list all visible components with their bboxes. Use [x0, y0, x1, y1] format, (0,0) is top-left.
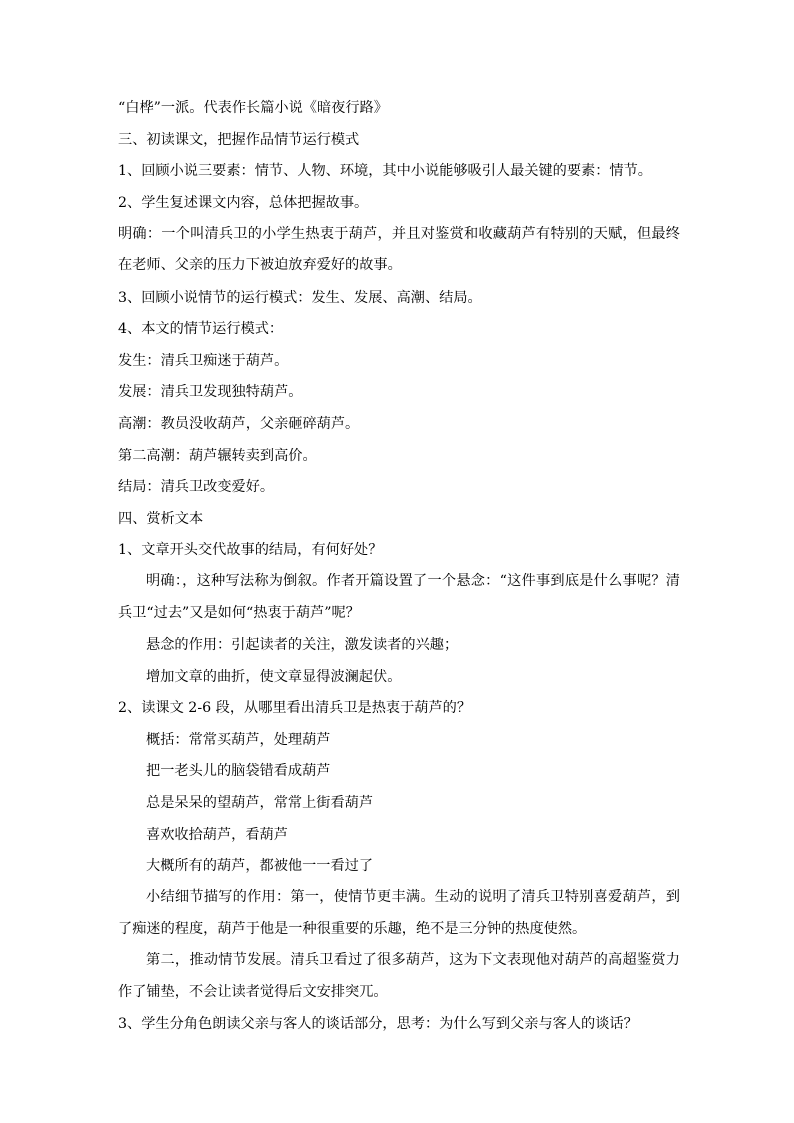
document-body — [118, 98, 680, 1034]
text-line: “白桦”一派。代表作长篇小说《暗夜行路》 — [118, 100, 388, 116]
text-line: 3、学生分角色朗读父亲与客人的谈话部分，思考：为什么写到父亲与客人的谈话？ — [118, 1016, 638, 1033]
text-line: 把一老头儿的脑袋错看成葫芦 — [146, 763, 331, 780]
text-line: 悬念的作用：引起读者的关注，激发读者的兴趣； — [146, 637, 459, 654]
text-line: 概括：常常买葫芦，处理葫芦 — [146, 731, 331, 748]
text-line: 1、文章开头交代故事的结局，有何好处？ — [118, 542, 383, 559]
text-line: 结局：清兵卫改变爱好。 — [118, 479, 275, 496]
paragraph: 明确：一个叫清兵卫的小学生热衷于葫芦，并且对鉴赏和收藏葫芦有特别的天赋，但最终在老师、父亲的压力下被迫放弃爱好的故事。 — [118, 225, 680, 274]
paragraph: 第二，推动情节发展。清兵卫看过了很多葫芦，这为下文表现他对葫芦的高超鉴赏力作了铺垫，不会让读者觉得后文安排突兀。 — [118, 952, 680, 1000]
text-line: 4、本文的情节运行模式： — [118, 321, 284, 338]
text-line: 第二高潮：葫芦辗转卖到高价。 — [118, 447, 317, 464]
text-line: 发生：清兵卫痴迷于葫芦。 — [118, 352, 289, 369]
paragraph: 小结细节描写的作用：第一，使情节更丰满。生动的说明了清兵卫特别喜爱葫芦，到了痴迷的程度，葫芦于他是一种很重要的乐趣，绝不是三分钟的热度使然。 — [118, 889, 680, 937]
section-heading: 三、初读课文，把握作品情节运行模式 — [118, 131, 360, 148]
text-line: 喜欢收拾葫芦，看葫芦 — [146, 826, 288, 843]
text-line: 1、回顾小说三要素：情节、人物、环境，其中小说能够吸引人最关键的要素：情节。 — [118, 163, 652, 180]
text-line: 大概所有的葫芦，都被他一一看过了 — [146, 858, 374, 875]
text-line: 高潮：教员没收葫芦，父亲砸碎葫芦。 — [118, 415, 360, 432]
text-line: 2、读课文 2-6 段，从哪里看出清兵卫是热衷于葫芦的？ — [118, 700, 472, 717]
text-line: 增加文章的曲折，使文章显得波澜起伏。 — [146, 668, 402, 685]
paragraph: 明确：，这种写法称为倒叙。作者开篇设置了一个悬念：“这件事到底是什么事呢？清兵卫“过去”又是如何“热衷于葫芦”呢？ — [118, 573, 680, 621]
text-line: 2、学生复述课文内容，总体把握故事。 — [118, 194, 369, 211]
text-line: 总是呆呆的望葫芦，常常上街看葫芦 — [146, 795, 374, 812]
text-line: 3、回顾小说情节的运行模式：发生、发展、高潮、结局。 — [118, 289, 482, 306]
section-heading: 四、赏析文本 — [118, 510, 204, 527]
text-line: 发展：清兵卫发现独特葫芦。 — [118, 384, 303, 401]
